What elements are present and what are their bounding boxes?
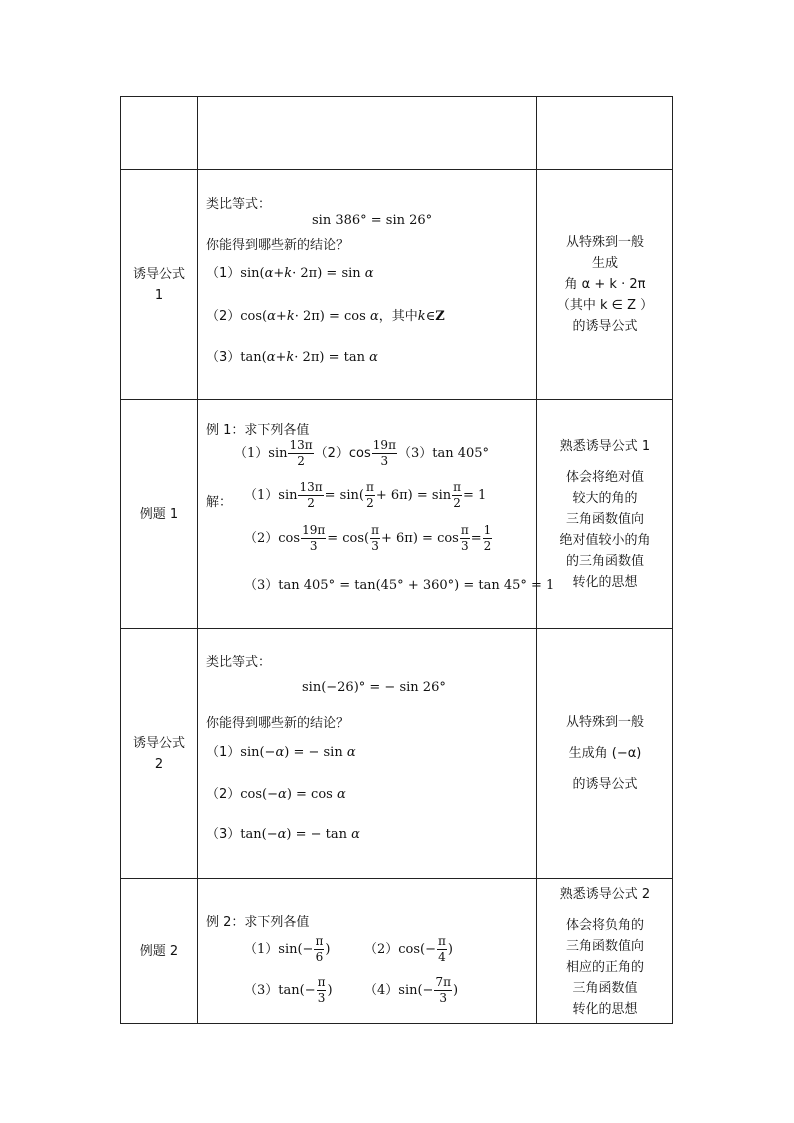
example-question-1: （1）sin(− $\frac{\pi}{6}$ )	[244, 934, 331, 964]
intro-text: 类比等式：	[206, 655, 272, 670]
example-title: 例 2：求下列各值	[206, 915, 310, 930]
example-question-4: （4）sin(− $\frac{7\pi}{3}$ )	[364, 975, 459, 1005]
formula-1-line: （1）sin(α+k· 2π) = sin α	[206, 266, 374, 281]
formula-2-line: （2）cos(−α) = cos α	[206, 787, 346, 802]
formula-1-content	[198, 170, 536, 399]
row-label-formula-1: 诱导公式 1	[132, 266, 185, 303]
example-equation: sin 386° = sin 26°	[312, 213, 433, 228]
example-1-content	[198, 400, 555, 628]
solution-label: 解：	[206, 495, 233, 510]
lesson-table	[120, 96, 673, 1024]
solution-2: （2）cos $\frac{19\pi}{3}$ = cos( $\frac{\pi}{3}$ + 6π) = cos $\frac{\pi}{3}$ = $\frac{1}{2}$	[244, 523, 492, 553]
example-1-note: 熟悉诱导公式 1 体会将绝对值 较大的角的 三角函数值向 绝对值较小的角 的三角函数值 转化的思想	[559, 438, 651, 590]
intro-text: 类比等式：	[206, 197, 272, 212]
solution-1: （1）sin $\frac{13\pi}{2}$ = sin( $\frac{\pi}{2}$ + 6π) = sin $\frac{\pi}{2}$ = 1	[244, 480, 487, 510]
solution-3: （3）tan 405° = tan(45° + 360°) = tan 45° = 1	[244, 578, 555, 593]
example-question-2: （2）cos(− $\frac{\pi}{4}$ )	[364, 934, 453, 964]
formula-1-note: 从特殊到一般 生成 角 α + k · 2π （其中 k ∈ Z ） 的诱导公式	[556, 235, 654, 334]
question-text: 你能得到哪些新的结论？	[206, 716, 350, 731]
row-label-formula-2: 诱导公式 2	[132, 735, 185, 772]
formula-3-line: （3）tan(α+k· 2π) = tan α	[206, 350, 378, 365]
formula-3-line: （3）tan(−α) = − tan α	[206, 827, 360, 842]
question-text: 你能得到哪些新的结论？	[206, 238, 350, 253]
row-label-example-1: 例题 1	[139, 506, 179, 522]
example-2-content	[198, 879, 536, 1024]
formula-1-line: （1）sin(−α) = − sin α	[206, 745, 356, 760]
formula-2-content	[198, 629, 536, 878]
example-questions: （1）sin $\frac{13\pi}{2}$ （2）cos $\frac{19\pi}{3}$ （3）tan 405°	[234, 438, 490, 468]
example-2-note: 熟悉诱导公式 2 体会将负角的 三角函数值向 相应的正角的 三角函数值 转化的思想	[559, 886, 651, 1017]
example-question-3: （3）tan(− $\frac{\pi}{3}$ )	[244, 975, 333, 1005]
example-title: 例 1：求下列各值	[206, 423, 310, 438]
row-label-example-2: 例题 2	[139, 944, 179, 959]
formula-2-line: （2）cos(α+k· 2π) = cos α，其中k∈Z	[206, 309, 445, 324]
formula-2-note: 从特殊到一般 生成角 (−α) 的诱导公式	[565, 715, 644, 792]
example-equation: sin(−26)° = − sin 26°	[302, 680, 446, 695]
